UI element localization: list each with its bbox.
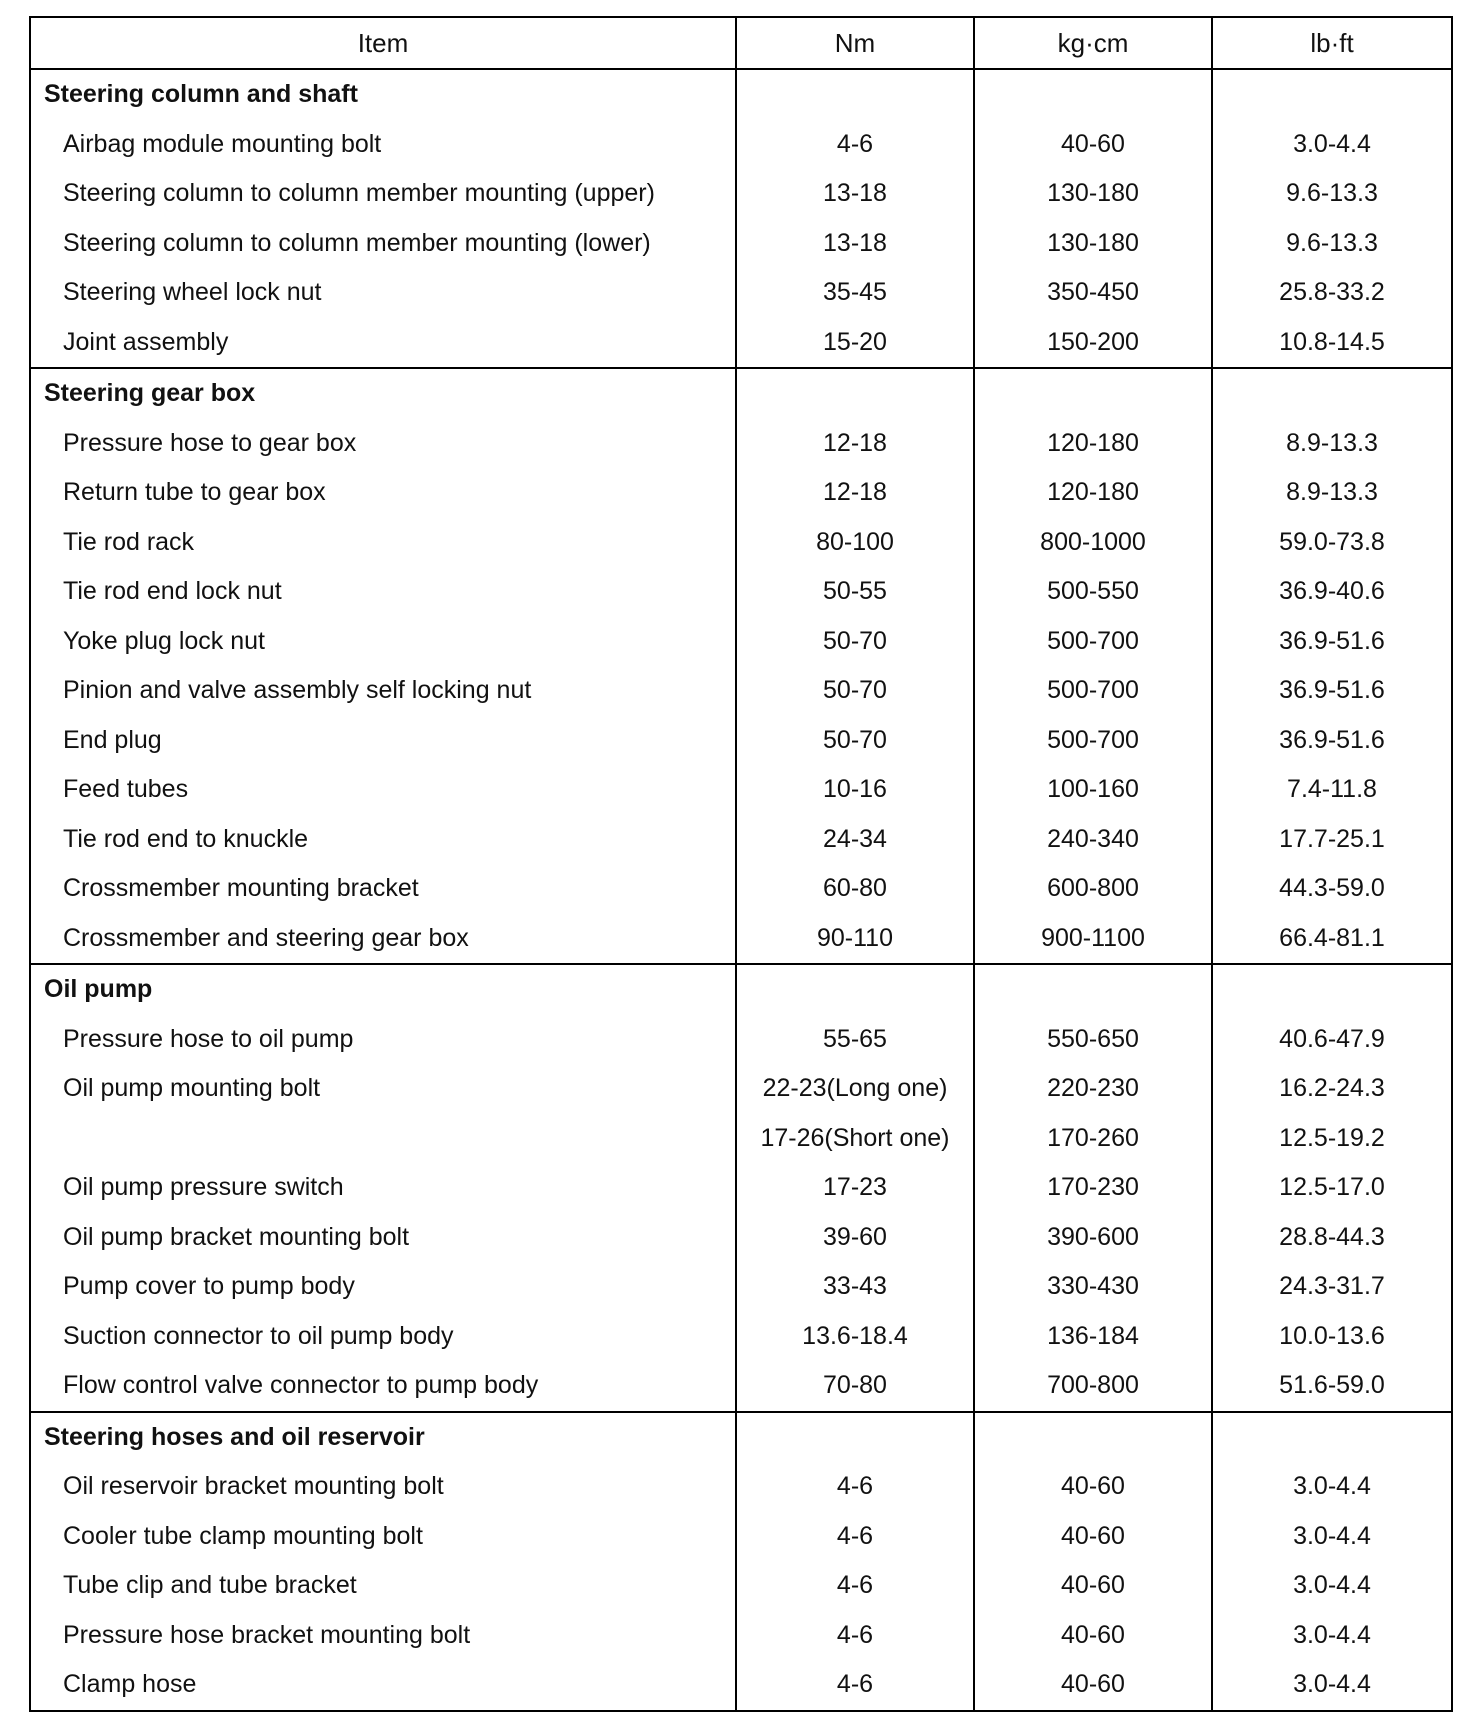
section-kgcm-empty [974,1412,1212,1463]
row-nm: 50-55 [736,567,974,617]
row-kgcm: 120-180 [974,468,1212,518]
row-item: Steering wheel lock nut [30,268,736,318]
row-nm: 4-6 [736,1462,974,1512]
table-row [30,1213,1452,1263]
table-row [30,219,1452,269]
section-header-row [30,368,1452,419]
section-nm-empty [736,1412,974,1463]
row-nm: 17-23 [736,1163,974,1213]
row-kgcm: 500-700 [974,617,1212,667]
row-lbft: 3.0-4.4 [1212,1660,1452,1711]
row-nm: 4-6 [736,1561,974,1611]
table-row [30,864,1452,914]
row-kgcm: 220-230 [974,1064,1212,1114]
row-lbft: 10.8-14.5 [1212,318,1452,369]
row-kgcm: 170-260 [974,1114,1212,1164]
row-lbft: 44.3-59.0 [1212,864,1452,914]
row-nm: 33-43 [736,1262,974,1312]
row-kgcm: 130-180 [974,219,1212,269]
table-row [30,1064,1452,1114]
section-nm-empty [736,69,974,120]
row-lbft: 3.0-4.4 [1212,1611,1452,1661]
row-nm: 4-6 [736,1611,974,1661]
table-row [30,518,1452,568]
section-lbft-empty [1212,69,1452,120]
row-kgcm: 600-800 [974,864,1212,914]
row-lbft: 36.9-51.6 [1212,617,1452,667]
table-row [30,1163,1452,1213]
row-item: Crossmember and steering gear box [30,914,736,965]
row-item [30,1114,736,1164]
row-nm: 80-100 [736,518,974,568]
row-lbft: 3.0-4.4 [1212,1561,1452,1611]
row-kgcm: 170-230 [974,1163,1212,1213]
row-item: Oil pump pressure switch [30,1163,736,1213]
row-kgcm: 350-450 [974,268,1212,318]
row-nm: 22-23(Long one) [736,1064,974,1114]
section-header-row [30,1412,1452,1463]
row-lbft: 59.0-73.8 [1212,518,1452,568]
row-kgcm: 700-800 [974,1361,1212,1412]
row-kgcm: 150-200 [974,318,1212,369]
row-item: Steering column to column member mounting (lower) [30,219,736,269]
row-kgcm: 500-550 [974,567,1212,617]
row-kgcm: 500-700 [974,666,1212,716]
section-kgcm-empty [974,69,1212,120]
row-nm: 4-6 [736,1512,974,1562]
row-lbft: 10.0-13.6 [1212,1312,1452,1362]
row-item: Oil pump bracket mounting bolt [30,1213,736,1263]
row-kgcm: 100-160 [974,765,1212,815]
row-nm: 50-70 [736,666,974,716]
row-item: Return tube to gear box [30,468,736,518]
row-lbft: 12.5-17.0 [1212,1163,1452,1213]
section-title: Steering hoses and oil reservoir [30,1412,736,1463]
row-kgcm: 40-60 [974,120,1212,170]
row-lbft: 3.0-4.4 [1212,120,1452,170]
row-nm: 17-26(Short one) [736,1114,974,1164]
row-lbft: 9.6-13.3 [1212,169,1452,219]
row-kgcm: 40-60 [974,1660,1212,1711]
table-row [30,1262,1452,1312]
row-lbft: 24.3-31.7 [1212,1262,1452,1312]
row-nm: 35-45 [736,268,974,318]
row-nm: 90-110 [736,914,974,965]
row-item: Pressure hose to oil pump [30,1015,736,1065]
row-item: Tie rod end lock nut [30,567,736,617]
row-lbft: 3.0-4.4 [1212,1462,1452,1512]
row-nm: 60-80 [736,864,974,914]
row-item: Suction connector to oil pump body [30,1312,736,1362]
row-item: Flow control valve connector to pump body [30,1361,736,1412]
table-body [30,69,1452,1711]
table-row [30,318,1452,369]
row-item: Pump cover to pump body [30,1262,736,1312]
row-item: Tie rod end to knuckle [30,815,736,865]
row-item: Steering column to column member mounting (upper) [30,169,736,219]
table-row [30,1660,1452,1711]
table-row [30,1114,1452,1164]
section-lbft-empty [1212,368,1452,419]
row-item: Pressure hose to gear box [30,419,736,469]
row-nm: 13.6-18.4 [736,1312,974,1362]
row-lbft: 7.4-11.8 [1212,765,1452,815]
row-nm: 39-60 [736,1213,974,1263]
header-lbft: lb·ft [1212,17,1452,69]
row-nm: 12-18 [736,468,974,518]
row-item: Yoke plug lock nut [30,617,736,667]
section-title: Steering gear box [30,368,736,419]
table-row [30,1312,1452,1362]
header-nm: Nm [736,17,974,69]
row-item: Crossmember mounting bracket [30,864,736,914]
row-kgcm: 240-340 [974,815,1212,865]
row-item: Oil pump mounting bolt [30,1064,736,1114]
header-row [30,17,1452,69]
table-row [30,815,1452,865]
header-item: Item [30,17,736,69]
section-lbft-empty [1212,964,1452,1015]
torque-spec-table [29,16,1453,1712]
row-lbft: 36.9-51.6 [1212,666,1452,716]
row-kgcm: 390-600 [974,1213,1212,1263]
table-row [30,169,1452,219]
row-item: Pressure hose bracket mounting bolt [30,1611,736,1661]
row-nm: 13-18 [736,169,974,219]
row-item: Joint assembly [30,318,736,369]
row-kgcm: 40-60 [974,1462,1212,1512]
row-nm: 4-6 [736,1660,974,1711]
section-nm-empty [736,368,974,419]
row-kgcm: 500-700 [974,716,1212,766]
table-row [30,716,1452,766]
table-row [30,914,1452,965]
table-row [30,268,1452,318]
row-kgcm: 900-1100 [974,914,1212,965]
row-item: Cooler tube clamp mounting bolt [30,1512,736,1562]
row-item: Tube clip and tube bracket [30,1561,736,1611]
table-row [30,1361,1452,1412]
row-item: Oil reservoir bracket mounting bolt [30,1462,736,1512]
row-nm: 24-34 [736,815,974,865]
row-nm: 10-16 [736,765,974,815]
row-item: Airbag module mounting bolt [30,120,736,170]
table-header [30,17,1452,69]
row-lbft: 3.0-4.4 [1212,1512,1452,1562]
row-nm: 70-80 [736,1361,974,1412]
row-kgcm: 130-180 [974,169,1212,219]
row-lbft: 25.8-33.2 [1212,268,1452,318]
table-row [30,1611,1452,1661]
table-row [30,419,1452,469]
section-kgcm-empty [974,368,1212,419]
row-lbft: 28.8-44.3 [1212,1213,1452,1263]
section-lbft-empty [1212,1412,1452,1463]
row-kgcm: 40-60 [974,1561,1212,1611]
row-item: Feed tubes [30,765,736,815]
table-row [30,1561,1452,1611]
table-row [30,1015,1452,1065]
table-row [30,468,1452,518]
table-row [30,567,1452,617]
table-row [30,1512,1452,1562]
row-kgcm: 40-60 [974,1611,1212,1661]
row-nm: 55-65 [736,1015,974,1065]
row-kgcm: 120-180 [974,419,1212,469]
row-nm: 4-6 [736,120,974,170]
row-lbft: 9.6-13.3 [1212,219,1452,269]
section-title: Steering column and shaft [30,69,736,120]
row-lbft: 36.9-51.6 [1212,716,1452,766]
row-kgcm: 136-184 [974,1312,1212,1362]
header-kgcm: kg·cm [974,17,1212,69]
row-item: Pinion and valve assembly self locking nut [30,666,736,716]
section-header-row [30,69,1452,120]
row-lbft: 51.6-59.0 [1212,1361,1452,1412]
row-kgcm: 40-60 [974,1512,1212,1562]
row-lbft: 66.4-81.1 [1212,914,1452,965]
row-nm: 12-18 [736,419,974,469]
table-row [30,120,1452,170]
row-kgcm: 330-430 [974,1262,1212,1312]
row-nm: 13-18 [736,219,974,269]
row-kgcm: 800-1000 [974,518,1212,568]
row-lbft: 17.7-25.1 [1212,815,1452,865]
row-lbft: 12.5-19.2 [1212,1114,1452,1164]
row-lbft: 36.9-40.6 [1212,567,1452,617]
row-item: End plug [30,716,736,766]
row-nm: 50-70 [736,716,974,766]
row-kgcm: 550-650 [974,1015,1212,1065]
section-kgcm-empty [974,964,1212,1015]
row-nm: 50-70 [736,617,974,667]
row-lbft: 8.9-13.3 [1212,468,1452,518]
table-row [30,666,1452,716]
row-lbft: 16.2-24.3 [1212,1064,1452,1114]
table-row [30,765,1452,815]
row-lbft: 8.9-13.3 [1212,419,1452,469]
row-nm: 15-20 [736,318,974,369]
table-row [30,1462,1452,1512]
section-header-row [30,964,1452,1015]
table-row [30,617,1452,667]
row-item: Clamp hose [30,1660,736,1711]
section-title: Oil pump [30,964,736,1015]
row-lbft: 40.6-47.9 [1212,1015,1452,1065]
section-nm-empty [736,964,974,1015]
row-item: Tie rod rack [30,518,736,568]
